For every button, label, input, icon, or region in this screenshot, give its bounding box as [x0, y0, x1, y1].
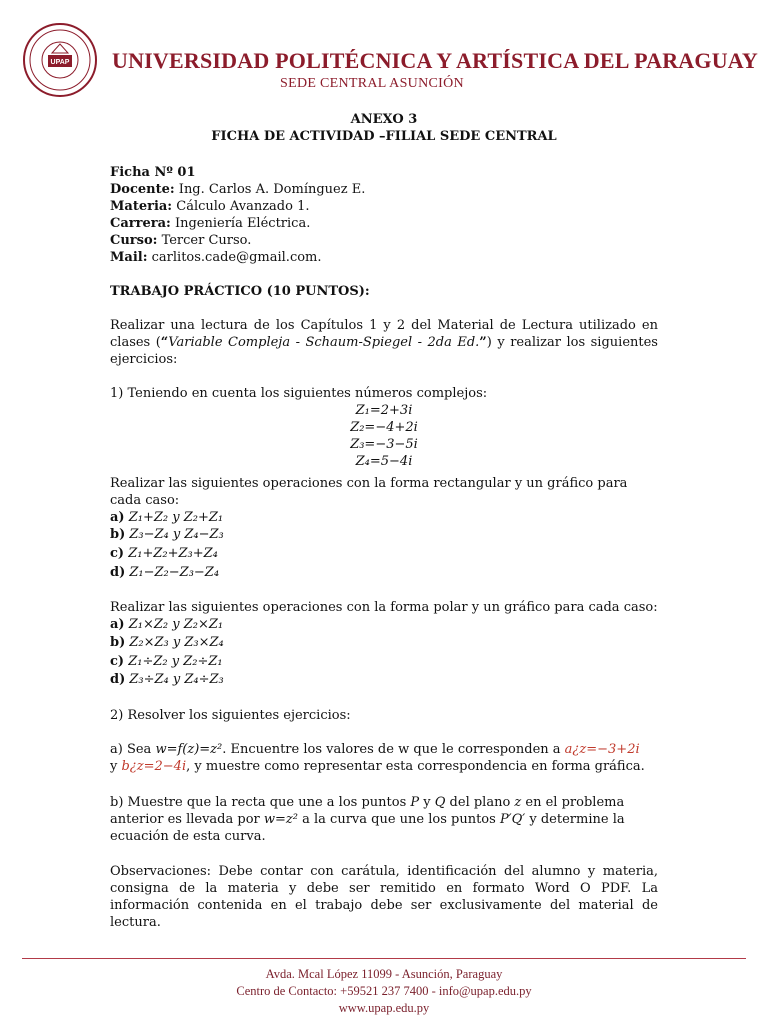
complex-z1: Z₁=2+3i [355, 403, 413, 418]
docente-line: Docente: Ing. Carlos A. Domínguez E. [110, 182, 366, 197]
rect-instruction: Realizar las siguientes operaciones con la forma rectangular y un gráfico para cada caso: [110, 476, 628, 508]
exercise-1-heading: 1) Teniendo en cuenta los siguientes números complejos: [110, 386, 488, 401]
ficha-number: Ficha Nº 01 [110, 165, 196, 180]
mail-line: Mail: carlitos.cade@gmail.com. [110, 250, 322, 265]
polar-op-a: a) Z₁×Z₂ y Z₂×Z₁ [110, 617, 224, 632]
university-name: UNIVERSIDAD POLITÉCNICA Y ARTÍSTICA DEL PARAGUAY [112, 48, 758, 73]
footer-divider [22, 958, 746, 959]
footer-website: www.upap.edu.py [338, 1001, 430, 1015]
rect-op-a: a) Z₁+Z₂ y Z₂+Z₁ [110, 510, 224, 525]
complex-z4: Z₄=5−4i [355, 454, 413, 469]
university-seal-logo [22, 22, 98, 98]
polar-op-b: b) Z₂×Z₃ y Z₃×Z₄ [110, 635, 224, 650]
annex-title: ANEXO 3 [350, 112, 418, 127]
materia-line: Materia: Cálculo Avanzado 1. [110, 199, 310, 214]
polar-op-c: c) Z₁÷Z₂ y Z₂÷Z₁ [110, 654, 223, 669]
polar-op-d: d) Z₃÷Z₄ y Z₄÷Z₃ [110, 672, 224, 687]
intro-paragraph: Realizar una lectura de los Capítulos 1 y 2 del Material de Lectura utilizado en clases (“Variable Compleja - Schaum-Spiegel - 2da Ed.”) y realizar los siguientes ejercicios: [110, 318, 658, 367]
svg-text:UPAP: UPAP [50, 59, 70, 66]
observaciones-paragraph: Observaciones: Debe contar con carátula, identificación del alumno y materia, consigna de la materia y debe ser remitido en formato Word O PDF. La información contenida en el trabajo debe ser exclusivamente del material de lectura. [110, 864, 658, 930]
carrera-line: Carrera: Ingeniería Eléctrica. [110, 216, 311, 231]
footer-contact: Centro de Contacto: +59521 237 7400 - info@upap.edu.py [236, 984, 532, 998]
rect-op-d: d) Z₁−Z₂−Z₃−Z₄ [110, 565, 220, 580]
curso-line: Curso: Tercer Curso. [110, 233, 252, 248]
activity-title: FICHA DE ACTIVIDAD –FILIAL SEDE CENTRAL [211, 129, 557, 144]
polar-instruction: Realizar las siguientes operaciones con la forma polar y un gráfico para cada caso: [110, 600, 658, 615]
complex-z3: Z₃=−3−5i [350, 437, 418, 452]
campus-name: SEDE CENTRAL ASUNCIÓN [280, 76, 464, 91]
footer-address: Avda. Mcal López 11099 - Asunción, Paraguay [265, 967, 503, 981]
exercise-2a: a) Sea w=f(z)=z². Encuentre los valores de w que le corresponden a a¿z=−3+2i y b¿z=2−4i, y muestre como representar esta correspondencia en forma gráfica. [110, 742, 645, 774]
complex-z2: Z₂=−4+2i [350, 420, 418, 435]
rect-op-c: c) Z₁+Z₂+Z₃+Z₄ [110, 546, 218, 561]
trabajo-practico-heading: TRABAJO PRÁCTICO (10 PUNTOS): [110, 284, 370, 299]
exercise-2-heading: 2) Resolver los siguientes ejercicios: [110, 708, 351, 723]
rect-op-b: b) Z₃−Z₄ y Z₄−Z₃ [110, 527, 224, 542]
exercise-2b: b) Muestre que la recta que une a los puntos P y Q del plano z en el problema anterior es llevada por w=z² a la curva que une los puntos P′Q′ y determine la ecuación de esta curva. [110, 795, 625, 844]
